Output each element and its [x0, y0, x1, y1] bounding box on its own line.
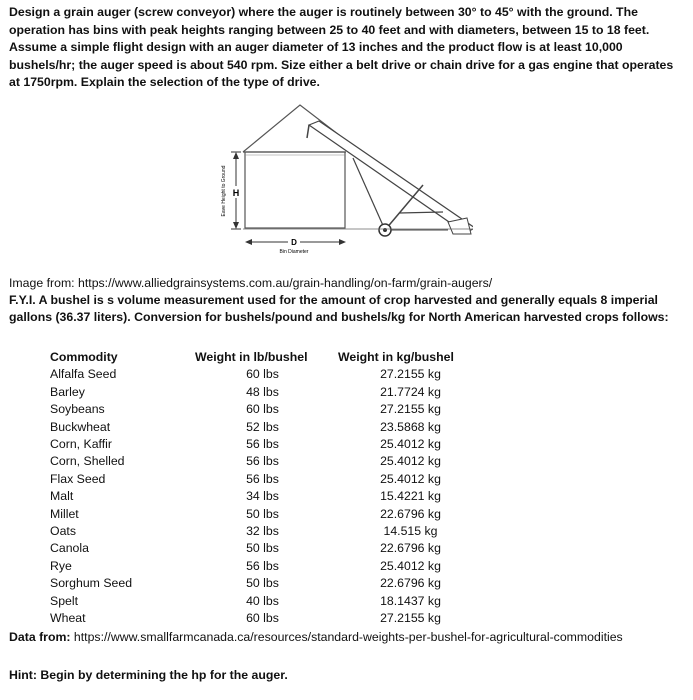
image-source: Image from: https://www.alliedgrainsystems.com.au/grain-handling/on-farm/grain-augers/ — [9, 276, 493, 290]
commodity-cell: Spelt — [50, 593, 79, 608]
commodity-cell: Barley — [50, 384, 85, 399]
lb-cell: 56 lbs — [246, 558, 279, 573]
auger-tube — [309, 121, 473, 233]
commodity-cell: Millet — [50, 506, 79, 521]
lb-cell: 52 lbs — [246, 419, 279, 434]
table-row — [50, 384, 483, 401]
table-row — [50, 436, 483, 453]
table-row — [50, 366, 483, 383]
table-row — [50, 488, 483, 505]
kg-cell: 22.6796 kg — [380, 541, 441, 556]
table-row — [50, 558, 483, 575]
kg-cell: 27.2155 kg — [380, 402, 441, 417]
auger-spout — [307, 125, 309, 138]
height-arrow-top — [233, 152, 239, 159]
undercarriage-strut — [385, 185, 423, 230]
commodity-cell: Oats — [50, 524, 76, 539]
lb-cell: 50 lbs — [246, 541, 279, 556]
kg-cell: 22.6796 kg — [380, 506, 441, 521]
table-row — [50, 453, 483, 470]
problem-statement: Design a grain auger (screw conveyor) where the auger is routinely between 30° to 45° with the ground. The operation has bins with peak heights ranging between 25 to 40 feet and with diameters, between 15 to 18 feet. Assume a simple flight design with an auger diameter of 13 inches and the product flow is at least 10,000 bushels/hr; the auger speed is about 540 rpm. Size either a belt drive or chain drive for a gas engine that operates at 1750rpm. Explain the selection of the type of drive. — [9, 5, 674, 90]
header-commodity: Commodity — [50, 350, 118, 364]
kg-cell: 25.4012 kg — [380, 471, 441, 486]
lb-cell: 60 lbs — [246, 402, 279, 417]
height-arrow-bottom — [233, 222, 239, 229]
commodity-cell: Rye — [50, 558, 72, 573]
lb-cell: 50 lbs — [246, 506, 279, 521]
data-source-url: https://www.smallfarmcanada.ca/resources/standard-weights-per-bushel-for-agricultural-commodities — [70, 630, 623, 644]
table-row — [50, 593, 483, 610]
lb-cell: 60 lbs — [246, 611, 279, 626]
grain-auger-figure — [203, 100, 473, 260]
table-row — [50, 506, 483, 523]
kg-cell: 22.6796 kg — [380, 576, 441, 591]
commodity-cell: Wheat — [50, 611, 86, 626]
commodity-cell: Malt — [50, 489, 74, 504]
data-source-label: Data from: — [9, 630, 71, 644]
table-row — [50, 575, 483, 592]
lb-cell: 34 lbs — [246, 489, 279, 504]
commodity-cell: Flax Seed — [50, 471, 106, 486]
kg-cell: 27.2155 kg — [380, 611, 441, 626]
lb-cell: 56 lbs — [246, 437, 279, 452]
commodity-cell: Soybeans — [50, 402, 105, 417]
kg-cell: 23.5868 kg — [380, 419, 441, 434]
commodity-cell: Alfalfa Seed — [50, 367, 117, 382]
fyi-note: F.Y.I. A bushel is s volume measurement used for the amount of crop harvested and generally equals 8 imperial gallons (36.37 liters). Conversion for bushels/pound and bushels/kg for North American harvested crops follows: — [9, 293, 669, 325]
lb-cell: 56 lbs — [246, 471, 279, 486]
table-row — [50, 610, 483, 627]
kg-cell: 15.4221 kg — [380, 489, 441, 504]
lb-cell: 56 lbs — [246, 454, 279, 469]
kg-cell: 25.4012 kg — [380, 558, 441, 573]
table-header-row — [50, 349, 483, 366]
data-source — [9, 629, 669, 646]
table-row — [50, 401, 483, 418]
eave-height-label: Eave Height to Ground — [221, 165, 227, 217]
diameter-arrow-left — [245, 239, 252, 245]
kg-cell: 18.1437 kg — [380, 593, 441, 608]
lb-cell: 32 lbs — [246, 524, 279, 539]
kg-cell: 27.2155 kg — [380, 367, 441, 382]
height-label: H — [232, 188, 240, 198]
bin-diameter-label: Bin Diameter — [279, 249, 309, 255]
lb-cell: 48 lbs — [246, 384, 279, 399]
header-kg-bushel: Weight in kg/bushel — [338, 350, 454, 364]
lb-cell: 40 lbs — [246, 593, 279, 608]
commodity-cell: Canola — [50, 541, 89, 556]
bin-wall — [245, 152, 345, 228]
hint: Hint: Begin by determining the hp for the auger. — [9, 668, 288, 682]
header-lb-bushel: Weight in lb/bushel — [195, 350, 308, 364]
kg-cell: 21.7724 kg — [380, 384, 441, 399]
lb-cell: 60 lbs — [246, 367, 279, 382]
commodity-cell: Corn, Shelled — [50, 454, 125, 469]
kg-cell: 14.515 kg — [383, 524, 438, 539]
commodity-cell: Buckwheat — [50, 419, 111, 434]
commodity-cell: Sorghum Seed — [50, 576, 133, 591]
bushel-weight-table — [50, 349, 483, 628]
diameter-label: D — [291, 238, 297, 247]
kg-cell: 25.4012 kg — [380, 454, 441, 469]
grain-bin-diagram — [203, 100, 473, 260]
table-row — [50, 540, 483, 557]
commodity-cell: Corn, Kaffir — [50, 437, 112, 452]
table-row — [50, 471, 483, 488]
kg-cell: 25.4012 kg — [380, 437, 441, 452]
lb-cell: 50 lbs — [246, 576, 279, 591]
table-row — [50, 419, 483, 436]
table-row — [50, 523, 483, 540]
diameter-arrow-right — [339, 239, 346, 245]
